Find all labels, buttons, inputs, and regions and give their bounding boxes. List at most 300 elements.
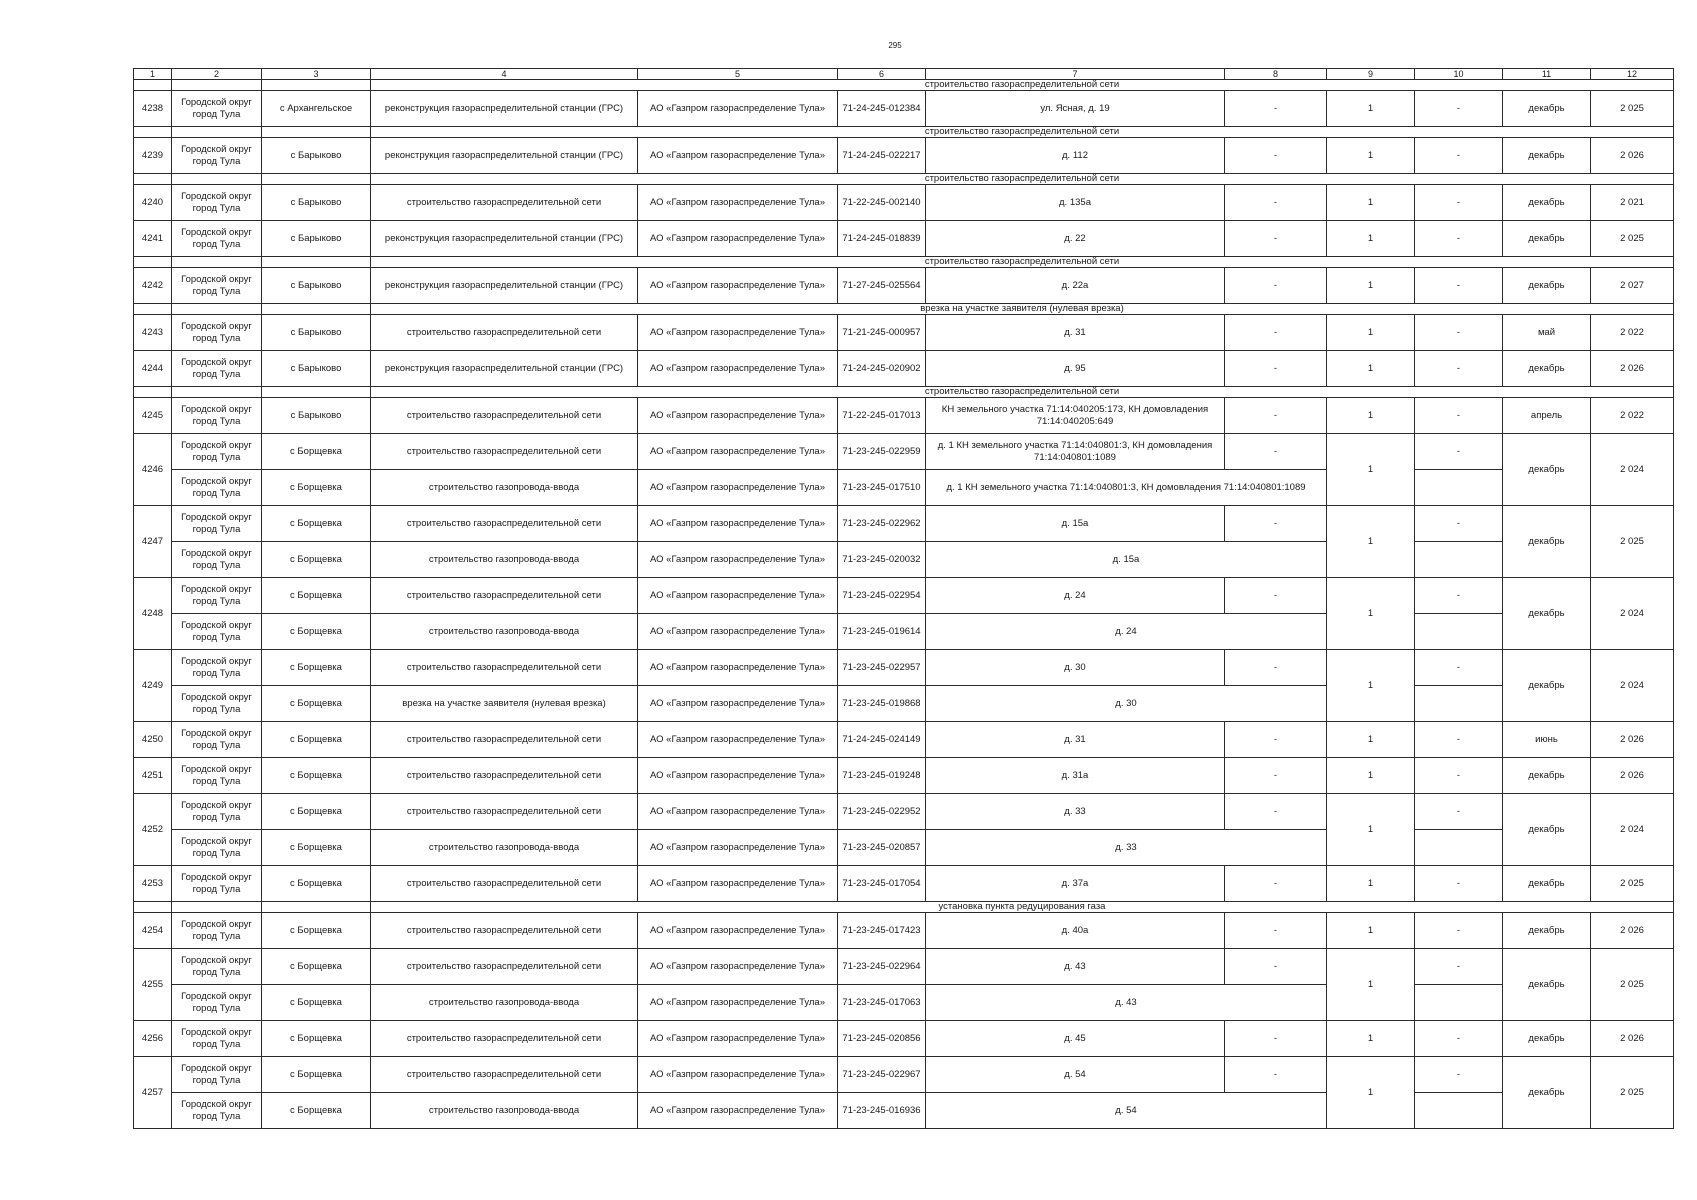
organization-cell: АО «Газпром газораспределение Тула» [638, 830, 838, 866]
blank-cell [262, 174, 371, 185]
address-cell: д. 43 [926, 949, 1225, 985]
column-10-cell: - [1415, 506, 1503, 542]
settlement-cell: с Борщевка [262, 1093, 371, 1129]
column-9-cell: 1 [1327, 1021, 1415, 1057]
year-cell: 2 022 [1591, 398, 1674, 434]
request-code-cell: 71-24-245-024149 [838, 722, 926, 758]
request-code-cell: 71-23-245-016936 [838, 1093, 926, 1129]
table-row [134, 1057, 1674, 1093]
organization-cell: АО «Газпром газораспределение Тула» [638, 1057, 838, 1093]
month-cell: декабрь [1503, 866, 1591, 902]
request-code-cell: 71-23-245-022962 [838, 506, 926, 542]
month-cell: декабрь [1503, 650, 1591, 722]
work-type-cell: строительство газопровода-ввода [371, 470, 638, 506]
column-8-cell: - [1225, 398, 1327, 434]
request-code-cell: 71-27-245-025564 [838, 268, 926, 304]
year-cell: 2 026 [1591, 722, 1674, 758]
address-cell: д. 1 КН земельного участка 71:14:040801:3, КН домовладения 71:14:040801:1089 [926, 470, 1327, 506]
settlement-cell: с Борщевка [262, 913, 371, 949]
column-number: 10 [1415, 69, 1503, 80]
blank-cell [1415, 470, 1503, 506]
column-10-cell: - [1415, 221, 1503, 257]
table-row [134, 398, 1674, 434]
organization-cell: АО «Газпром газораспределение Тула» [638, 913, 838, 949]
district-cell: Городской округ город Тула [172, 866, 262, 902]
month-cell: июнь [1503, 722, 1591, 758]
table-row [134, 506, 1674, 542]
section-row [134, 127, 1674, 138]
month-cell: декабрь [1503, 949, 1591, 1021]
month-cell: декабрь [1503, 1021, 1591, 1057]
row-number: 4249 [134, 650, 172, 722]
organization-cell: АО «Газпром газораспределение Тула» [638, 1093, 838, 1129]
section-heading: строительство газораспределительной сети [371, 387, 1674, 398]
settlement-cell: с Борщевка [262, 949, 371, 985]
blank-cell [134, 304, 172, 315]
table-row [134, 542, 1674, 578]
column-8-cell: - [1225, 1021, 1327, 1057]
section-row [134, 80, 1674, 91]
district-cell: Городской округ город Тула [172, 1093, 262, 1129]
address-cell: д. 15а [926, 506, 1225, 542]
year-cell: 2 026 [1591, 138, 1674, 174]
blank-cell [262, 127, 371, 138]
column-8-cell: - [1225, 185, 1327, 221]
settlement-cell: с Борщевка [262, 650, 371, 686]
column-9-cell: 1 [1327, 434, 1415, 506]
column-8-cell: - [1225, 866, 1327, 902]
district-cell: Городской округ город Тула [172, 351, 262, 387]
settlement-cell: с Барыково [262, 268, 371, 304]
work-type-cell: строительство газораспределительной сети [371, 1057, 638, 1093]
organization-cell: АО «Газпром газораспределение Тула» [638, 722, 838, 758]
settlement-cell: с Борщевка [262, 722, 371, 758]
request-code-cell: 71-23-245-017054 [838, 866, 926, 902]
column-10-cell: - [1415, 268, 1503, 304]
table-row [134, 794, 1674, 830]
year-cell: 2 026 [1591, 913, 1674, 949]
work-type-cell: строительство газораспределительной сети [371, 315, 638, 351]
column-8-cell: - [1225, 650, 1327, 686]
row-number: 4254 [134, 913, 172, 949]
work-type-cell: реконструкция газораспределительной станции (ГРС) [371, 138, 638, 174]
column-8-cell: - [1225, 1057, 1327, 1093]
district-cell: Городской округ город Тула [172, 268, 262, 304]
organization-cell: АО «Газпром газораспределение Тула» [638, 470, 838, 506]
month-cell: май [1503, 315, 1591, 351]
settlement-cell: с Барыково [262, 351, 371, 387]
district-cell: Городской округ город Тула [172, 686, 262, 722]
month-cell: апрель [1503, 398, 1591, 434]
address-cell: д. 31а [926, 758, 1225, 794]
organization-cell: АО «Газпром газораспределение Тула» [638, 138, 838, 174]
blank-cell [262, 304, 371, 315]
district-cell: Городской округ город Тула [172, 138, 262, 174]
row-number: 4238 [134, 91, 172, 127]
row-number: 4250 [134, 722, 172, 758]
section-heading: врезка на участке заявителя (нулевая врезка) [371, 304, 1674, 315]
table-row [134, 185, 1674, 221]
section-row [134, 257, 1674, 268]
settlement-cell: с Барыково [262, 221, 371, 257]
year-cell: 2 022 [1591, 315, 1674, 351]
column-10-cell: - [1415, 913, 1503, 949]
organization-cell: АО «Газпром газораспределение Тула» [638, 614, 838, 650]
work-type-cell: строительство газораспределительной сети [371, 722, 638, 758]
section-row [134, 902, 1674, 913]
column-10-cell: - [1415, 398, 1503, 434]
work-type-cell: строительство газораспределительной сети [371, 578, 638, 614]
settlement-cell: с Борщевка [262, 578, 371, 614]
work-type-cell: реконструкция газораспределительной станции (ГРС) [371, 221, 638, 257]
column-number: 1 [134, 69, 172, 80]
address-cell: д. 30 [926, 686, 1327, 722]
work-type-cell: строительство газопровода-ввода [371, 830, 638, 866]
column-8-cell: - [1225, 434, 1327, 470]
month-cell: декабрь [1503, 913, 1591, 949]
address-cell: д. 24 [926, 578, 1225, 614]
address-cell: д. 37а [926, 866, 1225, 902]
row-number: 4255 [134, 949, 172, 1021]
month-cell: декабрь [1503, 91, 1591, 127]
column-10-cell: - [1415, 794, 1503, 830]
organization-cell: АО «Газпром газораспределение Тула» [638, 1021, 838, 1057]
blank-cell [172, 257, 262, 268]
district-cell: Городской округ город Тула [172, 830, 262, 866]
year-cell: 2 025 [1591, 506, 1674, 578]
section-heading: строительство газораспределительной сети [371, 174, 1674, 185]
column-number: 11 [1503, 69, 1591, 80]
address-cell: КН земельного участка 71:14:040205:173, КН домовладения 71:14:040205:649 [926, 398, 1225, 434]
district-cell: Городской округ город Тула [172, 542, 262, 578]
settlement-cell: с Борщевка [262, 434, 371, 470]
blank-cell [1415, 985, 1503, 1021]
year-cell: 2 026 [1591, 758, 1674, 794]
organization-cell: АО «Газпром газораспределение Тула» [638, 221, 838, 257]
address-cell: д. 33 [926, 794, 1225, 830]
organization-cell: АО «Газпром газораспределение Тула» [638, 91, 838, 127]
work-type-cell: строительство газопровода-ввода [371, 985, 638, 1021]
table-row [134, 138, 1674, 174]
section-heading: строительство газораспределительной сети [371, 80, 1674, 91]
row-number: 4247 [134, 506, 172, 578]
address-cell: д. 33 [926, 830, 1327, 866]
settlement-cell: с Борщевка [262, 985, 371, 1021]
organization-cell: АО «Газпром газораспределение Тула» [638, 268, 838, 304]
column-9-cell: 1 [1327, 949, 1415, 1021]
address-cell: д. 45 [926, 1021, 1225, 1057]
district-cell: Городской округ город Тула [172, 758, 262, 794]
blank-cell [1415, 1093, 1503, 1129]
column-9-cell: 1 [1327, 650, 1415, 722]
district-cell: Городской округ город Тула [172, 650, 262, 686]
column-10-cell: - [1415, 949, 1503, 985]
year-cell: 2 025 [1591, 1057, 1674, 1129]
blank-cell [1415, 614, 1503, 650]
district-cell: Городской округ город Тула [172, 1057, 262, 1093]
organization-cell: АО «Газпром газораспределение Тула» [638, 315, 838, 351]
settlement-cell: с Борщевка [262, 506, 371, 542]
work-type-cell: строительство газопровода-ввода [371, 1093, 638, 1129]
settlement-cell: с Борщевка [262, 1057, 371, 1093]
table-row [134, 614, 1674, 650]
section-heading: строительство газораспределительной сети [371, 127, 1674, 138]
settlement-cell: с Борщевка [262, 830, 371, 866]
address-cell: д. 135а [926, 185, 1225, 221]
settlement-cell: с Барыково [262, 398, 371, 434]
blank-cell [134, 257, 172, 268]
organization-cell: АО «Газпром газораспределение Тула» [638, 578, 838, 614]
district-cell: Городской округ город Тула [172, 614, 262, 650]
settlement-cell: с Борщевка [262, 542, 371, 578]
district-cell: Городской округ город Тула [172, 913, 262, 949]
blank-cell [172, 387, 262, 398]
column-8-cell: - [1225, 268, 1327, 304]
column-number: 4 [371, 69, 638, 80]
year-cell: 2 027 [1591, 268, 1674, 304]
organization-cell: АО «Газпром газораспределение Тула» [638, 949, 838, 985]
column-9-cell: 1 [1327, 138, 1415, 174]
month-cell: декабрь [1503, 221, 1591, 257]
table-row [134, 985, 1674, 1021]
column-number: 2 [172, 69, 262, 80]
row-number: 4252 [134, 794, 172, 866]
column-number: 9 [1327, 69, 1415, 80]
column-9-cell: 1 [1327, 506, 1415, 578]
blank-cell [172, 304, 262, 315]
table-row [134, 866, 1674, 902]
column-9-cell: 1 [1327, 315, 1415, 351]
column-9-cell: 1 [1327, 913, 1415, 949]
row-number: 4241 [134, 221, 172, 257]
organization-cell: АО «Газпром газораспределение Тула» [638, 686, 838, 722]
column-8-cell: - [1225, 221, 1327, 257]
blank-cell [172, 174, 262, 185]
settlement-cell: с Архангельское [262, 91, 371, 127]
address-cell: д. 95 [926, 351, 1225, 387]
blank-cell [1415, 542, 1503, 578]
request-code-cell: 71-23-245-017423 [838, 913, 926, 949]
district-cell: Городской округ город Тула [172, 91, 262, 127]
address-cell: д. 15а [926, 542, 1327, 578]
column-8-cell: - [1225, 91, 1327, 127]
column-10-cell: - [1415, 758, 1503, 794]
table-row [134, 470, 1674, 506]
district-cell: Городской округ город Тула [172, 985, 262, 1021]
column-8-cell: - [1225, 351, 1327, 387]
work-type-cell: реконструкция газораспределительной станции (ГРС) [371, 91, 638, 127]
settlement-cell: с Борщевка [262, 794, 371, 830]
work-type-cell: строительство газораспределительной сети [371, 866, 638, 902]
blank-cell [134, 127, 172, 138]
address-cell: д. 31 [926, 315, 1225, 351]
work-type-cell: врезка на участке заявителя (нулевая врезка) [371, 686, 638, 722]
settlement-cell: с Борщевка [262, 614, 371, 650]
column-number: 3 [262, 69, 371, 80]
row-number: 4248 [134, 578, 172, 650]
table-body [134, 69, 1674, 1129]
blank-cell [134, 80, 172, 91]
request-code-cell: 71-22-245-017013 [838, 398, 926, 434]
column-9-cell: 1 [1327, 1057, 1415, 1129]
blank-cell [134, 174, 172, 185]
column-10-cell: - [1415, 351, 1503, 387]
address-cell: д. 40а [926, 913, 1225, 949]
table-row [134, 650, 1674, 686]
settlement-cell: с Борщевка [262, 866, 371, 902]
column-number: 7 [926, 69, 1225, 80]
year-cell: 2 025 [1591, 866, 1674, 902]
request-code-cell: 71-23-245-017063 [838, 985, 926, 1021]
column-9-cell: 1 [1327, 722, 1415, 758]
column-8-cell: - [1225, 722, 1327, 758]
request-code-cell: 71-23-245-022967 [838, 1057, 926, 1093]
organization-cell: АО «Газпром газораспределение Тула» [638, 650, 838, 686]
organization-cell: АО «Газпром газораспределение Тула» [638, 758, 838, 794]
address-cell: д. 112 [926, 138, 1225, 174]
column-10-cell: - [1415, 866, 1503, 902]
address-cell: д. 54 [926, 1057, 1225, 1093]
settlement-cell: с Борщевка [262, 470, 371, 506]
district-cell: Городской округ город Тула [172, 578, 262, 614]
request-code-cell: 71-24-245-022217 [838, 138, 926, 174]
request-code-cell: 71-23-245-020856 [838, 1021, 926, 1057]
settlement-cell: с Барыково [262, 138, 371, 174]
column-9-cell: 1 [1327, 794, 1415, 866]
blank-cell [262, 902, 371, 913]
month-cell: декабрь [1503, 268, 1591, 304]
address-cell: д. 30 [926, 650, 1225, 686]
month-cell: декабрь [1503, 185, 1591, 221]
column-number: 12 [1591, 69, 1674, 80]
blank-cell [262, 80, 371, 91]
month-cell: декабрь [1503, 578, 1591, 650]
district-cell: Городской округ город Тула [172, 315, 262, 351]
organization-cell: АО «Газпром газораспределение Тула» [638, 794, 838, 830]
column-9-cell: 1 [1327, 351, 1415, 387]
work-type-cell: строительство газораспределительной сети [371, 758, 638, 794]
column-10-cell: - [1415, 138, 1503, 174]
work-type-cell: строительство газораспределительной сети [371, 913, 638, 949]
request-code-cell: 71-24-245-020902 [838, 351, 926, 387]
organization-cell: АО «Газпром газораспределение Тула» [638, 985, 838, 1021]
request-code-cell: 71-21-245-000957 [838, 315, 926, 351]
request-code-cell: 71-23-245-022964 [838, 949, 926, 985]
request-code-cell: 71-23-245-019868 [838, 686, 926, 722]
year-cell: 2 026 [1591, 351, 1674, 387]
column-10-cell: - [1415, 722, 1503, 758]
organization-cell: АО «Газпром газораспределение Тула» [638, 398, 838, 434]
column-10-cell: - [1415, 185, 1503, 221]
month-cell: декабрь [1503, 794, 1591, 866]
request-code-cell: 71-23-245-022957 [838, 650, 926, 686]
blank-cell [262, 387, 371, 398]
request-code-cell: 71-23-245-020032 [838, 542, 926, 578]
address-cell: д. 54 [926, 1093, 1327, 1129]
column-8-cell: - [1225, 794, 1327, 830]
blank-cell [1415, 686, 1503, 722]
blank-cell [172, 902, 262, 913]
request-code-cell: 71-24-245-012384 [838, 91, 926, 127]
column-8-cell: - [1225, 758, 1327, 794]
section-heading: установка пункта редуцирования газа [371, 902, 1674, 913]
district-cell: Городской округ город Тула [172, 185, 262, 221]
organization-cell: АО «Газпром газораспределение Тула» [638, 351, 838, 387]
settlement-cell: с Борщевка [262, 686, 371, 722]
table-row [134, 434, 1674, 470]
work-type-cell: строительство газораспределительной сети [371, 398, 638, 434]
work-type-cell: реконструкция газораспределительной станции (ГРС) [371, 351, 638, 387]
work-type-cell: строительство газораспределительной сети [371, 506, 638, 542]
address-cell: д. 43 [926, 985, 1327, 1021]
table-row [134, 221, 1674, 257]
year-cell: 2 024 [1591, 434, 1674, 506]
row-number: 4256 [134, 1021, 172, 1057]
column-number-row [134, 69, 1674, 80]
column-10-cell: - [1415, 315, 1503, 351]
table-row [134, 722, 1674, 758]
row-number: 4243 [134, 315, 172, 351]
document-table [133, 68, 1674, 1129]
blank-cell [134, 387, 172, 398]
column-9-cell: 1 [1327, 268, 1415, 304]
column-9-cell: 1 [1327, 578, 1415, 650]
request-code-cell: 71-22-245-002140 [838, 185, 926, 221]
work-type-cell: строительство газораспределительной сети [371, 434, 638, 470]
request-code-cell: 71-24-245-018839 [838, 221, 926, 257]
year-cell: 2 026 [1591, 1021, 1674, 1057]
column-10-cell: - [1415, 434, 1503, 470]
section-row [134, 304, 1674, 315]
table-row [134, 1021, 1674, 1057]
address-cell: д. 22 [926, 221, 1225, 257]
address-cell: д. 24 [926, 614, 1327, 650]
request-code-cell: 71-23-245-022959 [838, 434, 926, 470]
settlement-cell: с Барыково [262, 185, 371, 221]
column-9-cell: 1 [1327, 866, 1415, 902]
table-row [134, 315, 1674, 351]
blank-cell [172, 127, 262, 138]
table-row [134, 758, 1674, 794]
column-10-cell: - [1415, 1057, 1503, 1093]
blank-cell [262, 257, 371, 268]
work-type-cell: строительство газораспределительной сети [371, 1021, 638, 1057]
column-8-cell: - [1225, 506, 1327, 542]
request-code-cell: 71-23-245-017510 [838, 470, 926, 506]
request-code-cell: 71-23-245-019614 [838, 614, 926, 650]
organization-cell: АО «Газпром газораспределение Тула» [638, 542, 838, 578]
column-8-cell: - [1225, 138, 1327, 174]
district-cell: Городской округ город Тула [172, 470, 262, 506]
table-row [134, 949, 1674, 985]
work-type-cell: реконструкция газораспределительной станции (ГРС) [371, 268, 638, 304]
table-row [134, 268, 1674, 304]
table-row [134, 830, 1674, 866]
address-cell: д. 22а [926, 268, 1225, 304]
column-number: 8 [1225, 69, 1327, 80]
column-8-cell: - [1225, 578, 1327, 614]
table-row [134, 1093, 1674, 1129]
address-cell: д. 31 [926, 722, 1225, 758]
work-type-cell: строительство газопровода-ввода [371, 542, 638, 578]
blank-cell [172, 80, 262, 91]
month-cell: декабрь [1503, 1057, 1591, 1129]
row-number: 4246 [134, 434, 172, 506]
district-cell: Городской округ город Тула [172, 722, 262, 758]
work-type-cell: строительство газораспределительной сети [371, 949, 638, 985]
district-cell: Городской округ город Тула [172, 398, 262, 434]
section-row [134, 174, 1674, 185]
